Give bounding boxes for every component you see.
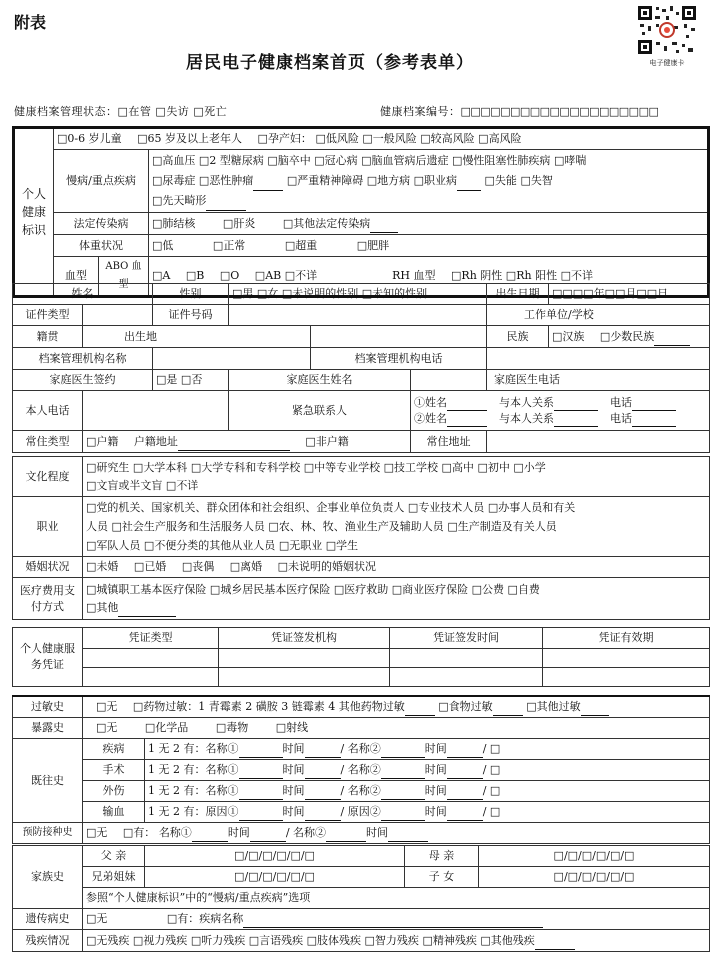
status-dead[interactable]: 死亡 [204,105,228,118]
past-disease-options[interactable]: 1 无 2 有：名称① 时间 / 名称② 时间 / □ [145,739,710,760]
abo-label: ABO 血型 [99,257,149,297]
abo-unknown[interactable]: 不详 [295,269,318,282]
occ-agriculture[interactable]: 农、林、牧、渔业生产及辅助人员 [278,520,444,533]
edu-college[interactable]: 大学专科和专科学校 [201,460,301,474]
sex-male[interactable]: 男 [242,287,254,300]
pay-commercial[interactable]: 商业医疗保险 [402,582,469,596]
genetic-label: 遗传病史 [13,909,83,930]
voucher-cell[interactable] [83,668,219,687]
voucher-label: 个人健康服务凭证 [13,628,83,687]
past-disease-label: 疾病 [83,739,145,760]
mar-widowed[interactable]: 丧偶 [192,560,215,573]
voucher-table [12,627,710,687]
status-active[interactable]: 在管 [128,105,152,118]
payment-label: 医疗费用支付方式 [13,578,83,620]
risk-higher[interactable]: 较高风险 [430,132,475,145]
occ-other[interactable]: 不便分类的其他从业人员 [154,539,276,552]
edu-unknown[interactable]: 不详 [176,478,199,492]
mar-unstated[interactable]: 未说明的婚姻状况 [288,560,377,573]
edu-technical[interactable]: 技工学校 [394,460,439,474]
record-no-label: 健康档案编号： [380,105,461,118]
allergy-food[interactable]: 食物过敏 [448,700,493,713]
edu-high[interactable]: 高中 [451,460,474,474]
ethnic-label: 民族 [487,326,549,348]
occ-military[interactable]: 军队人员 [96,539,141,552]
mar-married[interactable]: 已婚 [144,560,167,573]
work-label: 工作单位/学校 [487,305,710,326]
vaccine-options: □ 无 □ 有： 名称① 时间 / 名称② 时间 [83,823,710,844]
status-lost[interactable]: 失访 [166,105,190,118]
risk-normal[interactable]: 一般风险 [372,132,417,145]
rh-label: RH 血型 [392,269,436,282]
marriage-label: 婚姻状况 [13,557,83,578]
father-marks[interactable]: □/□/□/□/□/□ [145,846,405,867]
voucher-col-issuer: 凭证签发机构 [219,628,390,649]
rh-pos[interactable]: Rh 阳性 [516,269,558,282]
occ-student[interactable]: 学生 [336,539,359,552]
doc-name-label: 家庭医生姓名 [229,370,411,391]
voucher-col-type: 凭证类型 [83,628,219,649]
infect-tb[interactable]: 肺结核 [162,216,196,230]
allergy-options [83,696,710,718]
disability-label: 残疾情况 [13,930,83,952]
ethnic-han[interactable]: 汉族 [562,329,585,343]
residence-hukou: □ 户籍 户籍地址 □ 非户籍 [83,431,411,453]
chronic-options [149,150,709,213]
abo-ab[interactable]: AB [265,269,282,282]
voucher-cell[interactable] [219,649,390,668]
chronic-dementia[interactable]: 失智 [530,174,553,187]
risk-high[interactable]: 高风险 [488,132,522,145]
qr-code-icon [636,4,698,56]
occ-none[interactable]: 无职业 [289,539,323,552]
past-label: 既往史 [13,739,83,823]
risk-low[interactable]: 低风险 [325,132,359,145]
past-injury-options[interactable]: 1 无 2 有：名称① 时间 / 名称② 时间 / □ [145,781,710,802]
org-name-label: 档案管理机构名称 [13,348,153,370]
exp-radiation[interactable]: 射线 [286,721,309,734]
siblings-label: 兄弟姐妹 [83,867,145,888]
genetic-options [83,909,710,930]
marriage-options [83,557,710,578]
pay-self[interactable]: 自费 [517,582,540,596]
allergy-drug[interactable]: 药物过敏：1 青霉素 2 磺胺 3 链霉素 4 其他药物过敏 [143,700,405,713]
voucher-cell[interactable] [543,649,710,668]
doc-signed-no[interactable]: 否 [191,373,203,386]
allergy-other[interactable]: 其他过敏 [536,700,581,713]
occ-manufacturing[interactable]: 生产制造及有关人员 [457,520,557,533]
record-number [380,103,658,119]
chronic-label: 慢病/重点疾病 [54,150,149,213]
birth-input[interactable]: □□□□年□□月□□日 [549,284,710,305]
dis-speech[interactable]: 言语残疾 [259,933,304,947]
pay-public[interactable]: 公费 [482,582,505,596]
history-table [12,695,710,844]
qr-caption: 电子健康卡 [649,59,685,67]
rh-neg[interactable]: Rh 阴性 [461,269,503,282]
dis-limb[interactable]: 肢体残疾 [317,933,362,947]
sex-options [229,284,487,305]
emergency-label: 紧急联系人 [229,391,411,431]
voucher-col-valid: 凭证有效期 [543,628,710,649]
chronic-chd[interactable]: 冠心病 [324,154,358,167]
social-info-table [12,456,710,620]
vac-none[interactable]: 无 [96,826,108,839]
ethnic-options [549,326,710,348]
past-surgery-options[interactable]: 1 无 2 有：名称① 时间 / 名称② 时间 / □ [145,760,710,781]
occupation-options: □ 党的机关、国家机关、群众团体和社会组织、企事业单位负责人 □ 专业技术人员 □ 办事人员和有关 人员 □ 社会生产服务和生活服务人员 □ 农、林、牧、渔业生产及辅助人员 □ 生产制造及有关人员 □ 军队人员 □ 不便分类的其他从业人员 □ 无职业 □ 学生 [83,497,710,557]
occ-leader[interactable]: 党的机关、国家机关、群众团体和社会组织、企事业单位负责人 [96,501,405,514]
chronic-congenital[interactable]: 先天畸形 [162,194,207,207]
org-name-input[interactable] [153,348,311,370]
family-note: 参照“个人健康标识”中的“慢病/重点疾病”选项 [83,888,710,909]
exp-poison[interactable]: 毒物 [226,721,249,734]
edu-illiterate[interactable]: 文盲或半文盲 [96,478,163,492]
father-label: 父 亲 [83,846,145,867]
live-addr-label: 常住地址 [411,431,487,453]
rh-unknown[interactable]: 不详 [570,269,593,282]
education-label: 文化程度 [13,457,83,497]
chronic-tumor[interactable]: 恶性肿瘤 [209,174,254,187]
dis-none[interactable]: 无残疾 [96,933,130,947]
personal-id-label: 个人健康标识 [14,128,54,297]
exposure-label: 暴露史 [13,718,83,739]
vaccine-label: 预防接种史 [13,823,83,844]
pay-other[interactable]: 其他 [96,600,119,614]
weight-low[interactable]: 低 [162,238,174,252]
doc-signed-yes[interactable]: 是 [166,373,178,386]
past-surgery-label: 手术 [83,760,145,781]
mother-label: 母 亲 [405,846,479,867]
occ-clerk[interactable]: 办事人员和有关 [498,501,576,514]
chronic-cvd-sequela[interactable]: 脑血管病后遗症 [371,154,449,167]
personal-id-table [12,126,710,298]
mar-divorced[interactable]: 离婚 [240,560,263,573]
sex-unknown[interactable]: 未知的性别 [372,287,428,300]
chronic-uremia[interactable]: 尿毒症 [162,174,196,187]
id-type-label: 证件类型 [13,305,83,326]
org-phone-input[interactable] [487,348,710,370]
group-pregnant[interactable]: 孕产妇： [267,132,312,145]
ethnic-minority[interactable]: 少数民族 [610,329,655,343]
id-no-input[interactable] [229,305,487,326]
occupation-label: 职业 [13,497,83,557]
record-status [14,103,227,119]
edu-middle[interactable]: 初中 [487,460,510,474]
family-label: 家族史 [13,846,83,909]
pay-resident[interactable]: 城乡居民基本医疗保险 [220,582,331,596]
exposure-options [83,718,710,739]
voucher-cell[interactable] [219,668,390,687]
voucher-cell[interactable] [83,649,219,668]
chronic-occupational[interactable]: 职业病 [424,174,458,187]
chronic-mental[interactable]: 严重精神障碍 [297,174,364,187]
res-hukou[interactable]: 户籍 [96,434,119,448]
mother-marks[interactable]: □/□/□/□/□/□ [479,846,710,867]
past-transfusion-label: 输血 [83,802,145,823]
allergy-label: 过敏史 [13,696,83,718]
abo-a[interactable]: A [162,269,171,282]
siblings-marks[interactable]: □/□/□/□/□/□ [145,867,405,888]
group-row [54,128,709,150]
live-addr-input[interactable] [487,431,710,453]
dis-intellect[interactable]: 智力残疾 [374,933,419,947]
phone-input[interactable] [83,391,229,431]
birthplace-cell: 出生地 [83,326,311,348]
exp-none[interactable]: 无 [106,721,118,734]
disability-options [83,930,710,952]
status-label: 健康档案管理状态： [14,105,118,118]
page-title: 居民电子健康档案首页（参考表单） [186,53,474,73]
phone-label: 本人电话 [13,391,83,431]
native-label: 籍贯 [13,326,83,348]
dis-vision[interactable]: 视力残疾 [143,933,188,947]
family-table [12,845,710,952]
children-marks[interactable]: □/□/□/□/□/□ [479,867,710,888]
doc-phone-label: 家庭医生电话 [487,370,710,391]
abo-b[interactable]: B [196,269,205,282]
sex-unstated[interactable]: 未说明的性别 [292,287,359,300]
exp-chemical[interactable]: 化学品 [155,721,189,734]
infect-hepatitis[interactable]: 肝炎 [233,216,256,230]
dis-hearing[interactable]: 听力残疾 [201,933,246,947]
chronic-disabled[interactable]: 失能 [494,174,517,187]
chronic-stroke[interactable]: 脑卒中 [277,154,311,167]
gen-yes[interactable]: 有：疾病名称 [177,912,244,925]
occ-service[interactable]: 社会生产服务和生活服务人员 [121,520,265,533]
occ-professional[interactable]: 专业技术人员 [418,501,485,514]
allergy-none[interactable]: 无 [106,700,118,713]
chronic-endemic[interactable]: 地方病 [377,174,411,187]
residence-label: 常住类型 [13,431,83,453]
edu-secondary[interactable]: 中等专业学校 [314,460,381,474]
blood-label: 血型 [54,257,99,297]
payment-options [83,578,710,620]
emergency-contacts: ①姓名 与本人关系 电话 ②姓名 与本人关系 电话 [411,391,710,431]
edu-primary[interactable]: 小学 [523,460,546,474]
doc-signed-options [153,370,229,391]
vac-yes[interactable]: 有： [133,826,156,839]
chronic-copd[interactable]: 慢性阻塞性肺疾病 [462,154,551,167]
sex-female[interactable]: 女 [267,287,279,300]
voucher-col-time: 凭证签发时间 [390,628,543,649]
chronic-asthma[interactable]: 哮喘 [564,154,587,167]
voucher-cell[interactable] [390,668,543,687]
voucher-cell[interactable] [390,649,543,668]
group-child[interactable]: 0-6 岁儿童 [67,132,122,145]
infect-label: 法定传染病 [54,213,149,235]
pay-assistance[interactable]: 医疗救助 [344,582,389,596]
chronic-diabetes[interactable]: 2 型糖尿病 [209,154,264,167]
weight-label: 体重状况 [54,235,149,257]
weight-normal[interactable]: 正常 [223,238,246,252]
voucher-cell[interactable] [543,668,710,687]
appendix-label: 附表 [14,13,47,32]
past-injury-label: 外伤 [83,781,145,802]
abo-o[interactable]: O [230,269,240,282]
edu-postgrad[interactable]: 研究生 [96,460,130,474]
mar-single[interactable]: 未婚 [96,560,119,573]
chronic-hypertension[interactable]: 高血压 [162,154,196,167]
education-options [83,457,710,497]
name-label: 姓名 [13,284,153,305]
edu-bachelor[interactable]: 大学本科 [143,460,188,474]
dis-mental[interactable]: 精神残疾 [432,933,477,947]
weight-options [149,235,709,257]
infect-other[interactable]: 其他法定传染病 [293,216,371,230]
weight-over[interactable]: 超重 [295,238,318,252]
doc-signed-label: 家庭医生签约 [13,370,153,391]
past-transfusion-options[interactable]: 1 无 2 有：原因① 时间 / 原因② 时间 / □ [145,802,710,823]
id-no-label: 证件号码 [153,305,229,326]
basic-info-table [12,283,710,453]
res-non-hukou[interactable]: 非户籍 [315,434,349,448]
sex-label: 性别 [153,284,229,305]
birthplace-input[interactable] [311,326,487,348]
org-phone-label: 档案管理机构电话 [311,348,487,370]
group-elderly[interactable]: 65 岁及以上老年人 [147,132,243,145]
pay-urban-employee[interactable]: 城镇职工基本医疗保险 [96,582,207,596]
record-no-boxes[interactable]: □□□□□□□□□□□□□□□□□□□□ [460,105,659,118]
weight-obese[interactable]: 肥胖 [367,238,390,252]
gen-none[interactable]: 无 [96,912,108,925]
children-label: 子 女 [405,867,479,888]
birth-label: 出生日期 [487,284,549,305]
infect-options [149,213,709,235]
dis-other[interactable]: 其他残疾 [490,933,535,947]
